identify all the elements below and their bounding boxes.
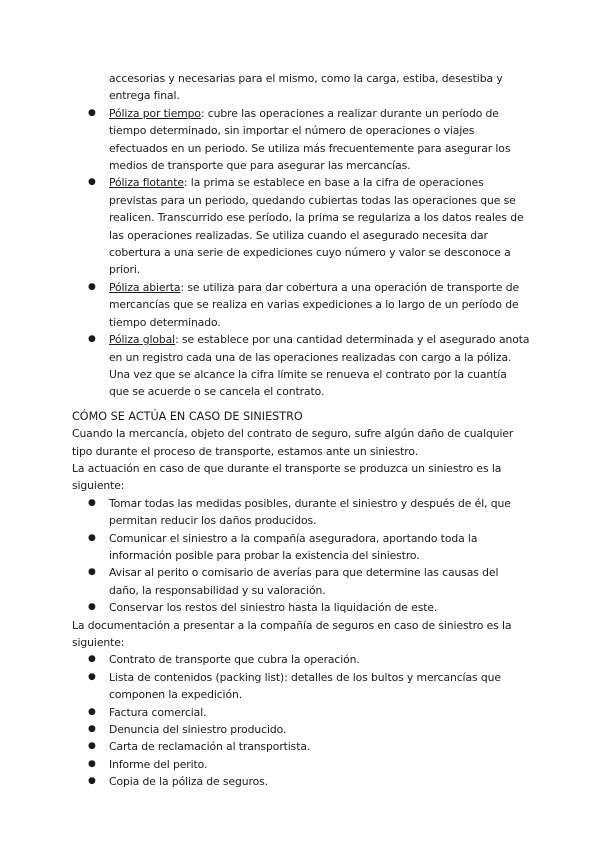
bullet-icon: ● xyxy=(88,776,96,787)
policy-description: : se utiliza para dar cobertura a una operación de transporte de mercancías que se realiza en varias expediciones a lo largo de un período de tiempo determinado. xyxy=(109,280,520,329)
actions-intro: La actuación en caso de que durante el transporte se produzca un siniestro es la siguiente: xyxy=(72,461,502,493)
list-item-text: Conservar los restos del siniestro hasta la liquidación de este. xyxy=(109,601,438,615)
policy-description: : se establece por una cantidad determinada y el asegurado anota en un registro cada una de las operaciones realizadas con cargo a la póliza. Una vez que se alcance la cifra límite se renueva el contrato por la cuantía que se acuerde o se cancela el contrato. xyxy=(109,333,530,399)
continuation-text: accesorias y necesarias para el mismo, como la carga, estiba, desestiba y entrega final. xyxy=(109,72,503,103)
intro-paragraph: Cuando la mercancía, objeto del contrato de seguro, sufre algún daño de cualquier tipo durante el proceso de transporte, estamos ante un siniestro. xyxy=(72,427,514,458)
policy-term: Póliza flotante xyxy=(109,176,184,190)
list-item xyxy=(72,669,530,704)
bullet-icon: ● xyxy=(88,602,96,613)
policy-term: Póliza global xyxy=(109,333,176,347)
section-title: CÓMO SE ACTÚA EN CASO DE SINIESTRO xyxy=(72,409,303,423)
bullet-icon: ● xyxy=(88,107,96,118)
list-item xyxy=(72,756,530,773)
bullet-icon: ● xyxy=(88,706,96,717)
list-item xyxy=(72,704,530,721)
list-item xyxy=(72,651,530,668)
bullet-icon: ● xyxy=(88,497,96,508)
policy-description: : la prima se establece en base a la cifra de operaciones previstas para un periodo, quedando cubiertas todas las operaciones que se realicen. Transcurrido ese período, la prima se regulariza a los datos reales de las operaciones realizadas. Se utiliza cuando el asegurado necesita dar cobertura a una serie de expediciones cuyo número y valor se desconoce a priori. xyxy=(109,176,524,277)
bullet-icon: ● xyxy=(88,567,96,578)
bullet-icon: ● xyxy=(88,177,96,188)
bullet-icon: ● xyxy=(88,532,96,543)
list-item xyxy=(72,495,530,530)
bullet-icon: ● xyxy=(88,671,96,682)
list-item-text: Lista de contenidos (packing list): detalles de los bultos y mercancías que componen la expedición. xyxy=(109,670,501,702)
bullet-icon: ● xyxy=(88,724,96,735)
list-item-text: Tomar todas las medidas posibles, durante el siniestro y después de él, que permitan reducir los daños producidos. xyxy=(109,496,511,528)
policy-description: : cubre las operaciones a realizar durante un período de tiempo determinado, sin importar el número de operaciones o viajes efectuados en un periodo. Se utiliza más frecuentemente para asegurar los medios de transporte que para asegurar las mercancías. xyxy=(109,106,511,173)
policy-list xyxy=(72,105,530,401)
bullet-icon: ● xyxy=(88,334,96,345)
list-item-policy-time xyxy=(72,105,530,175)
policy-term: Póliza por tiempo xyxy=(109,106,201,120)
list-item-text: Carta de reclamación al transportista. xyxy=(109,740,311,754)
list-item-text: Contrato de transporte que cubra la operación. xyxy=(109,653,360,667)
actions-list xyxy=(72,495,530,617)
docs-intro: La documentación a presentar a la compañía de seguros en caso de siniestro es la siguiente: xyxy=(72,618,512,649)
list-item xyxy=(72,721,530,738)
list-item-text: Informe del perito. xyxy=(109,757,208,771)
list-item xyxy=(72,530,530,565)
list-item-text: Copia de la póliza de seguros. xyxy=(109,775,268,789)
docs-list xyxy=(72,651,530,790)
policy-term: Póliza abierta xyxy=(109,280,181,294)
list-item-policy-global xyxy=(72,331,530,401)
list-item-text: Avisar al perito o comisario de averías para que determine las causas del daño, la responsabilidad y su valoración. xyxy=(109,566,499,597)
list-item xyxy=(72,773,530,790)
bullet-icon: ● xyxy=(88,741,96,752)
list-item xyxy=(72,738,530,755)
bullet-icon: ● xyxy=(88,654,96,665)
list-item-policy-floating xyxy=(72,174,530,278)
list-item xyxy=(72,564,530,599)
list-item-text: Factura comercial. xyxy=(109,705,207,719)
list-item xyxy=(72,599,530,616)
list-item-text: Comunicar el siniestro a la compañía aseguradora, aportando toda la información posible para probar la existencia del siniestro. xyxy=(109,531,478,562)
list-item-text: Denuncia del siniestro producido. xyxy=(109,723,287,737)
list-item-policy-open xyxy=(72,279,530,331)
bullet-icon: ● xyxy=(88,758,96,769)
bullet-icon: ● xyxy=(88,281,96,292)
